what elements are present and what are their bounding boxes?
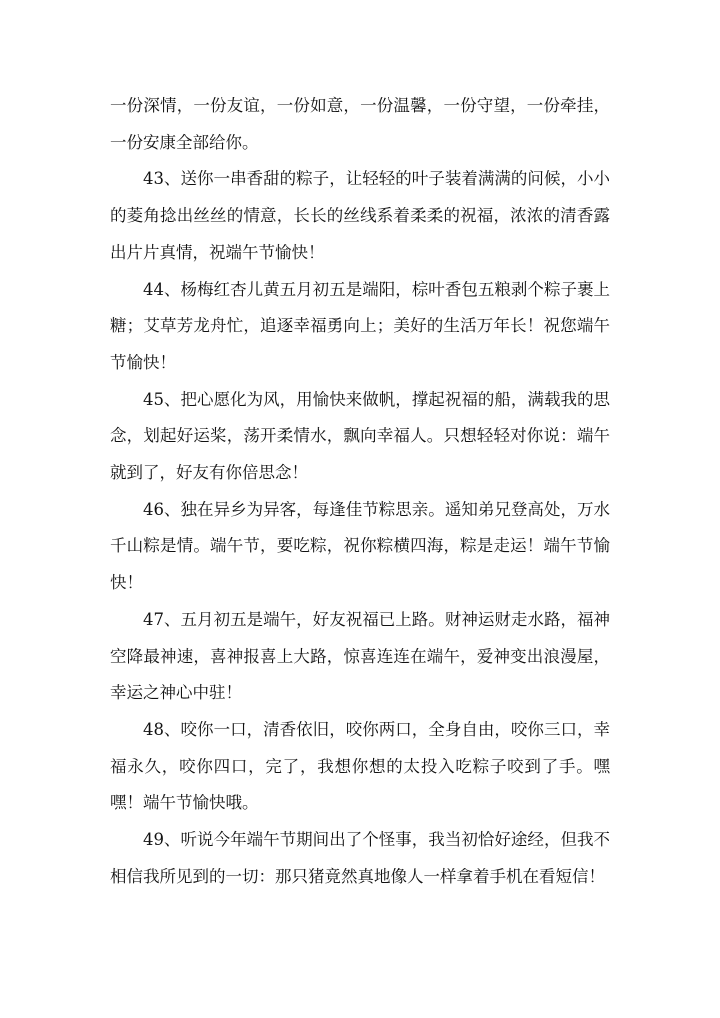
paragraph-47: 47、五月初五是端午，好友祝福已上路。财神运财走水路，福神空降最神速，喜神报喜上大路，惊喜连连在端午，爱神变出浪漫屋，幸运之神心中驻！ <box>110 609 610 703</box>
paragraph-45: 45、把心愿化为风，用愉快来做帆，撑起祝福的船，满载我的思念，划起好运桨，荡开柔情水，飘向幸福人。只想轻轻对你说：端午就到了，好友有你倍思念！ <box>110 389 610 483</box>
paragraph-43: 43、送你一串香甜的粽子，让轻轻的叶子装着满满的问候，小小的菱角捻出丝丝的情意，长长的丝线系着柔柔的祝福，浓浓的清香露出片片真情，祝端午节愉快！ <box>110 169 610 262</box>
paragraph-46: 46、独在异乡为异客，每逢佳节粽思亲。遥知弟兄登高处，万水千山粽是情。端午节，要吃粽，祝你粽横四海，粽是走运！端午节愉快！ <box>110 499 610 593</box>
paragraph-48: 48、咬你一口，清香依旧，咬你两口，全身自由，咬你三口，幸福永久，咬你四口，完了，我想你想的太投入吃粽子咬到了手。嘿嘿！端午节愉快哦。 <box>110 719 610 813</box>
paragraph-fragment: 一份深情，一份友谊，一份如意，一份温馨，一份守望，一份牵挂，一份安康全部给你。 <box>110 96 610 152</box>
paragraph-44: 44、杨梅红杏儿黄五月初五是端阳，棕叶香包五粮剥个粽子裹上糖；艾草芳龙舟忙，追逐幸福勇向上；美好的生活万年长！祝您端午节愉快！ <box>110 279 610 372</box>
paragraph-49: 49、听说今年端午节期间出了个怪事，我当初恰好途经，但我不相信我所见到的一切：那只猪竟然真地像人一样拿着手机在看短信！ <box>110 830 610 886</box>
document-body <box>110 88 610 895</box>
